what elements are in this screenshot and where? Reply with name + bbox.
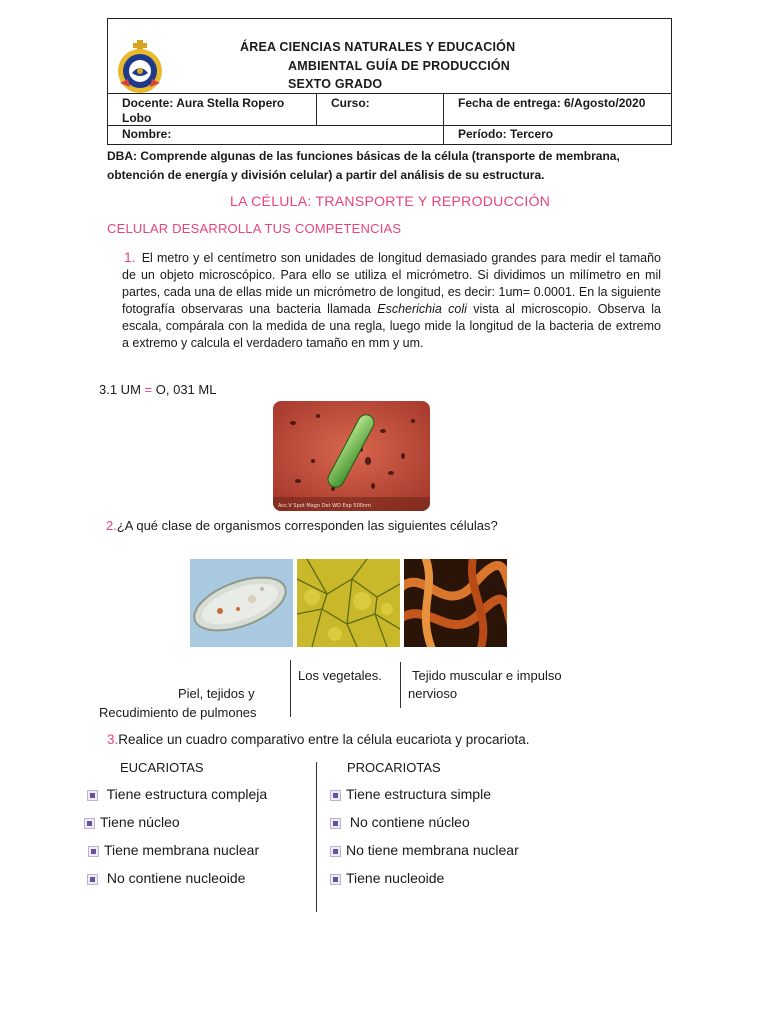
procariotas-header: PROCARIOTAS	[347, 760, 441, 775]
question-2-number: 2.	[106, 518, 117, 533]
curso-cell: Curso:	[317, 94, 444, 125]
comparison-divider	[316, 762, 317, 912]
bullet-icon	[88, 846, 99, 857]
answer-2-1-line1: Piel, tejidos y	[178, 686, 255, 701]
bullet-icon	[87, 790, 98, 801]
bullet-icon	[84, 818, 95, 829]
nombre-cell: Nombre:	[108, 126, 444, 144]
divider-line-2	[400, 662, 401, 708]
answer-2-3-line1: Tejido muscular e impulso	[412, 668, 562, 683]
question-2	[106, 518, 498, 533]
answer-1-equals: =	[144, 382, 153, 397]
paramecium-icon	[190, 559, 293, 647]
question-1-number: 1.	[124, 249, 136, 265]
question-1-text-a: El metro y el centímetro son unidades de longitud demasiado grandes para medir el tamaño de un objeto microscópico. Para ello se utiliza el micrómetro. Si dividimos un milímetro en mil partes, cada una de ellas mide un micrómetro de longitud, es decir: 1um= 0.0001. En la siguiente fotografía observaras una bacteria llamada	[122, 251, 661, 316]
question-1-text-b: vista al microscopio. Observa la escala, compárala con la medida de una regla, luego mide la longitud de la bacteria de extremo a extremo y calcula el verdadero tamaño en mm y um.	[122, 302, 661, 350]
procariota-item	[330, 842, 519, 858]
eucariota-item-text: Tiene núcleo	[100, 814, 180, 830]
answer-1-left: 3.1 UM	[99, 382, 141, 397]
eucariota-item-text: Tiene membrana nuclear	[104, 842, 260, 858]
question-1-italic: Escherichia coli	[377, 302, 467, 316]
leaf-cells-image	[297, 559, 400, 647]
eucariota-item	[88, 842, 259, 858]
procariota-item-text: No tiene membrana nuclear	[346, 842, 519, 858]
procariota-item-text: Tiene nucleoide	[346, 870, 445, 886]
bullet-icon	[330, 846, 341, 857]
procariota-item-text: Tiene estructura simple	[346, 786, 491, 802]
bullet-icon	[330, 874, 341, 885]
bullet-icon	[330, 790, 341, 801]
bullet-icon	[87, 874, 98, 885]
answer-2-3-line2: nervioso	[408, 686, 458, 701]
eucariota-item	[87, 870, 245, 886]
section-subtitle: CELULAR DESARROLLA TUS COMPETENCIAS	[107, 221, 402, 236]
procariota-item	[330, 786, 491, 802]
eucariotas-header: EUCARIOTAS	[120, 760, 204, 775]
section-title: LA CÉLULA: TRANSPORTE Y REPRODUCCIÓN	[230, 193, 551, 209]
periodo-cell: Período: Tercero	[458, 127, 554, 141]
answer-2-1-line2: Recudimiento de pulmones	[99, 705, 257, 720]
header-title-line-3: SEXTO GRADO	[288, 77, 383, 91]
bullet-icon	[330, 818, 341, 829]
muscle-fiber-icon	[404, 559, 507, 647]
micrograph-caption: Acc.V Spot Magn Det WD Exp 500nm	[278, 503, 372, 509]
eucariota-item	[87, 786, 267, 802]
answer-1	[99, 382, 216, 397]
header-title-line-2: AMBIENTAL GUÍA DE PRODUCCIÓN	[288, 59, 511, 73]
question-3-number: 3.	[107, 732, 119, 747]
school-crest-icon	[114, 39, 166, 95]
paramecium-image	[190, 559, 293, 647]
muscle-cells-image	[404, 559, 507, 647]
procariota-item	[330, 870, 444, 886]
divider-line-1	[290, 660, 291, 717]
eucariota-item-text: No contiene nucleoide	[106, 870, 246, 886]
ecoli-micrograph	[273, 401, 430, 511]
answer-2-2: Los vegetales.	[298, 668, 382, 683]
question-3-text: Realice un cuadro comparativo entre la célula eucariota y procariota.	[118, 732, 530, 747]
answer-1-right: O, 031 ML	[155, 382, 217, 397]
eucariota-item	[84, 814, 180, 830]
header-box	[107, 18, 672, 94]
procariota-item-text: No contiene núcleo	[349, 814, 470, 830]
bacteria-image	[273, 401, 430, 511]
header-row-docente	[107, 94, 672, 126]
dba-text: DBA: Comprende algunas de las funciones básicas de la célula (transporte de membrana, obtención de energía y división celular) a partir del análisis de su estructura.	[107, 149, 620, 182]
question-2-text: ¿A qué clase de organismos corresponden las siguientes células?	[116, 518, 498, 533]
header-row-nombre	[107, 126, 672, 145]
leaf-tissue-icon	[297, 559, 400, 647]
header-title-line-1: ÁREA CIENCIAS NATURALES Y EDUCACIÓN	[240, 40, 516, 54]
fecha-cell: Fecha de entrega: 6/Agosto/2020	[458, 96, 646, 110]
question-3	[107, 732, 530, 747]
eucariota-item-text: Tiene estructura compleja	[106, 786, 268, 802]
question-1	[122, 249, 661, 352]
procariota-item	[330, 814, 470, 830]
docente-cell: Docente: Aura Stella Ropero Lobo	[108, 94, 317, 125]
